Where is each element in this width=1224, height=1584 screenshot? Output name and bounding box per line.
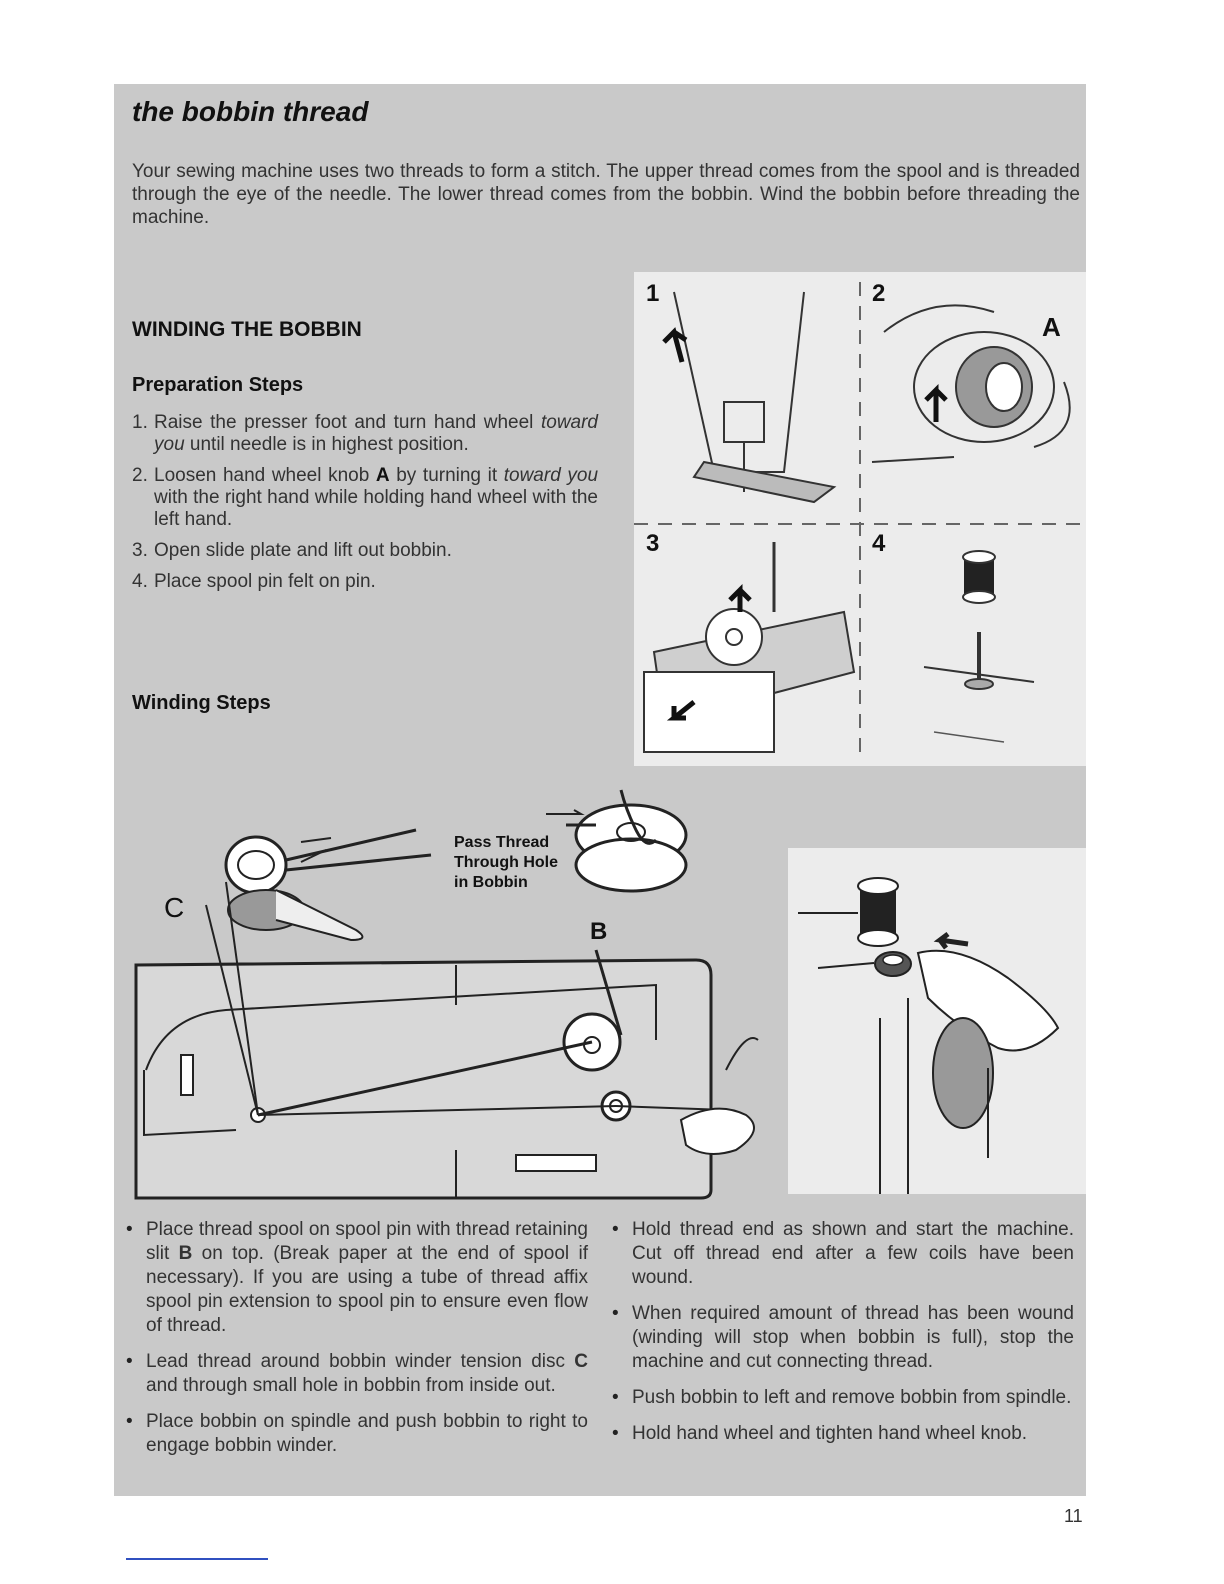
bullet-item xyxy=(610,1422,1074,1446)
footer-rule xyxy=(126,1558,268,1560)
label-A: A xyxy=(1042,312,1061,342)
figure-number-3: 3 xyxy=(646,530,660,557)
bullet-item xyxy=(610,1386,1074,1410)
label-C: C xyxy=(164,892,185,923)
step-number: 2. xyxy=(132,465,148,486)
pass-thread-line: in Bobbin xyxy=(454,874,528,891)
figure-number-4: 4 xyxy=(872,530,886,557)
step-emphasis: toward you xyxy=(154,412,598,455)
bullet-item xyxy=(124,1410,588,1458)
bullet-text: Push bobbin to left and remove bobbin from spindle. xyxy=(632,1387,1072,1408)
pass-thread-line: Through Hole xyxy=(454,854,558,871)
bullet-text: Hold hand wheel and tighten hand wheel knob. xyxy=(632,1423,1028,1444)
figure-number-2: 2 xyxy=(872,280,886,307)
step-text: Place spool pin felt on pin. xyxy=(154,571,376,592)
preparation-heading: Preparation Steps xyxy=(132,374,304,396)
page-number: 11 xyxy=(1064,1506,1083,1526)
bullet-text: Lead thread around bobbin winder tension disc xyxy=(146,1351,575,1372)
preparation-step xyxy=(132,412,598,456)
step-text: Raise the presser foot and turn hand wheel xyxy=(154,412,541,433)
step-text: by turning it xyxy=(389,465,504,486)
section-title: the bobbin thread xyxy=(132,96,369,127)
preparation-step xyxy=(132,571,598,593)
bullet-strong: C xyxy=(574,1351,588,1372)
step-text: until needle is in highest position. xyxy=(184,434,469,455)
bullet-item xyxy=(610,1302,1074,1374)
winding-heading: WINDING THE BOBBIN xyxy=(132,318,362,341)
step-text: Loosen hand wheel knob xyxy=(154,465,376,486)
step-strong: A xyxy=(375,465,390,486)
bullet-text: and through small hole in bobbin from inside out. xyxy=(146,1375,556,1396)
step-number: 3. xyxy=(132,540,148,561)
bullet-text: When required amount of thread has been wound (winding will stop when bobbin is full), stop the machine and cut connecting thread. xyxy=(632,1303,1074,1372)
preparation-step xyxy=(132,540,598,562)
step-text: with the right hand while holding hand wheel with the left hand. xyxy=(154,487,598,530)
bullet-text: on top. (Break paper at the end of spool if necessary). If you are using a tube of thread affix spool pin extension to spool pin to ensure even flow of thread. xyxy=(146,1243,588,1336)
winding-bullets-left xyxy=(124,1218,588,1470)
preparation-step xyxy=(132,465,598,531)
pass-thread-line: Pass Thread xyxy=(454,834,550,851)
step-emphasis: toward you xyxy=(503,465,599,486)
preparation-steps-list xyxy=(132,412,598,602)
step-number: 1. xyxy=(132,412,148,433)
bullet-item xyxy=(124,1218,588,1338)
winding-steps-heading: Winding Steps xyxy=(132,692,271,714)
step-number: 4. xyxy=(132,571,148,592)
bullet-item xyxy=(610,1218,1074,1290)
bullet-text: Hold thread end as shown and start the machine. Cut off thread end after a few coils have been wound. xyxy=(632,1219,1074,1288)
bullet-text: Place thread spool on spool pin with thread retaining slit xyxy=(146,1219,588,1264)
label-B: B xyxy=(590,918,608,945)
figure-grid-illustration xyxy=(634,272,1086,766)
bullet-text: Place bobbin on spindle and push bobbin to right to engage bobbin winder. xyxy=(146,1411,588,1456)
spool-hand-illustration xyxy=(788,848,1086,1194)
step-text: Open slide plate and lift out bobbin. xyxy=(154,540,452,561)
winding-bullets-right xyxy=(610,1218,1074,1458)
figure-number-1: 1 xyxy=(646,280,660,307)
bullet-item xyxy=(124,1350,588,1398)
winding-illustration xyxy=(126,770,766,1200)
intro-paragraph: Your sewing machine uses two threads to form a stitch. The upper thread comes from the spool and is threaded through the eye of the needle. The lower thread comes from the bobbin. Wind the bobbin before threading the machine. xyxy=(132,161,1080,228)
bullet-strong: B xyxy=(178,1243,193,1264)
pass-thread-caption xyxy=(454,833,558,893)
